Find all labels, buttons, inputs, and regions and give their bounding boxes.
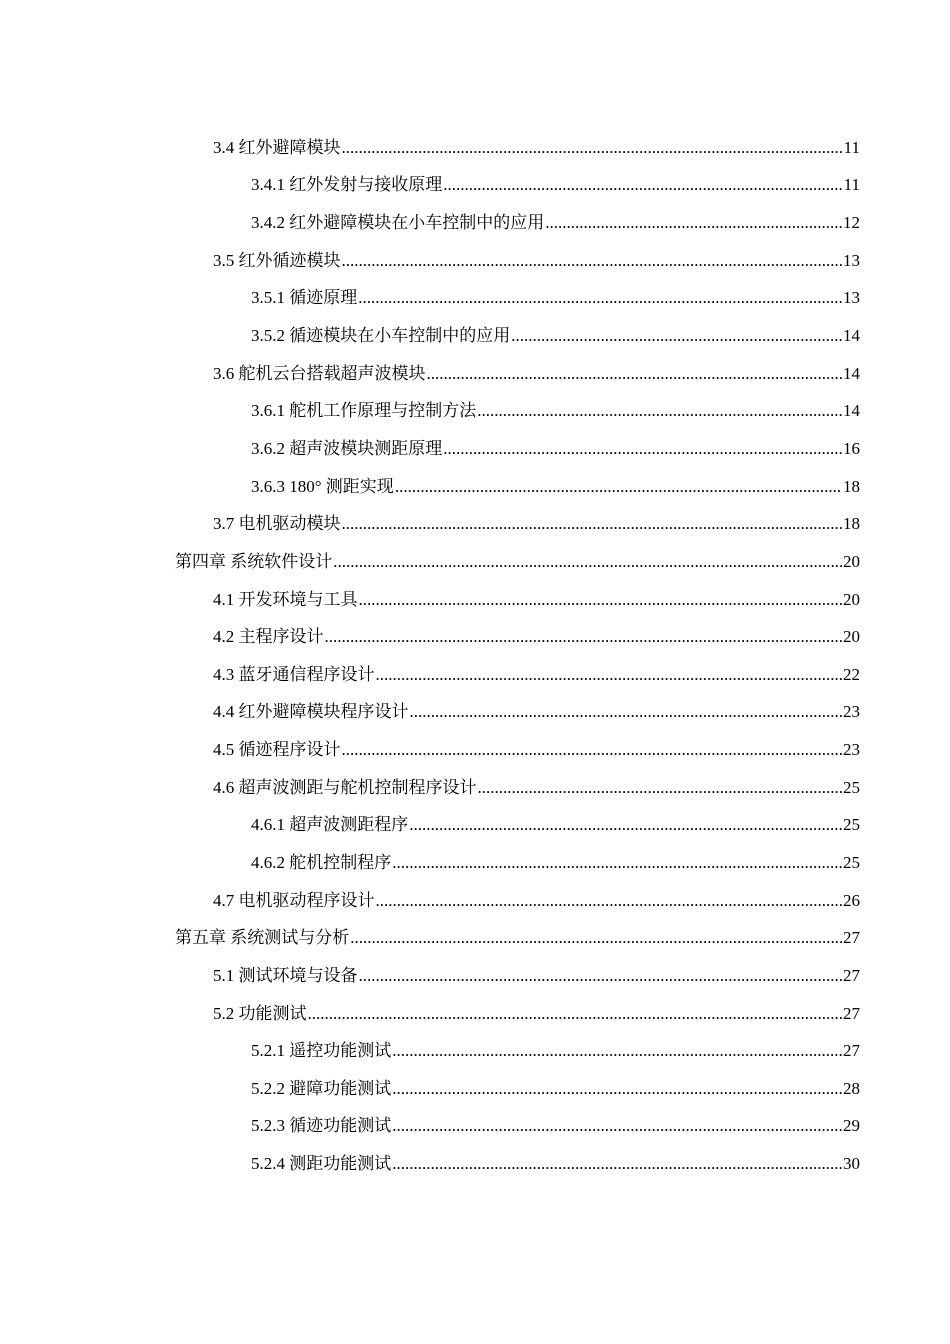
toc-page-number: 27 [843, 1003, 860, 1023]
toc-entry-title: 3.5.1 循迹原理 [251, 288, 358, 308]
toc-entry[interactable] [0, 505, 950, 543]
toc-entry-title: 3.4 红外避障模块 [213, 137, 341, 157]
toc-entry-title: 5.2.4 测距功能测试 [251, 1154, 392, 1174]
toc-leader-dots [395, 477, 842, 497]
toc-leader-dots [443, 175, 842, 195]
toc-entry-title: 3.5 红外循迹模块 [213, 250, 341, 270]
toc-page-number: 13 [843, 250, 860, 270]
toc-entry-title: 3.6.3 180° 测距实现 [251, 476, 394, 496]
toc-entry[interactable] [0, 882, 950, 920]
toc-entry[interactable] [0, 995, 950, 1033]
toc-page-number: 28 [843, 1078, 860, 1098]
toc-leader-dots [545, 213, 842, 233]
toc-entry[interactable] [0, 430, 950, 468]
toc-entry-title: 3.4.2 红外避障模块在小车控制中的应用 [251, 213, 545, 233]
toc-entry-title: 5.1 测试环境与设备 [213, 965, 358, 985]
toc-page-number: 25 [843, 852, 860, 872]
toc-entry[interactable] [0, 957, 950, 995]
toc-entry-title: 第四章 系统软件设计 [175, 551, 333, 571]
toc-leader-dots [392, 1041, 842, 1061]
toc-entry[interactable] [0, 167, 950, 205]
toc-leader-dots [342, 514, 843, 534]
toc-leader-dots [392, 1154, 842, 1174]
toc-page-number: 11 [843, 175, 860, 195]
toc-leader-dots [342, 251, 843, 271]
toc-entry-title: 4.3 蓝牙通信程序设计 [213, 664, 375, 684]
toc-entry-title: 5.2 功能测试 [213, 1003, 307, 1023]
toc-page-number: 20 [843, 551, 860, 571]
toc-entry-title: 4.6.2 舵机控制程序 [251, 852, 392, 872]
toc-entry[interactable] [0, 656, 950, 694]
toc-page-number: 30 [843, 1154, 860, 1174]
toc-leader-dots [325, 627, 843, 647]
toc-page-number: 27 [843, 928, 860, 948]
toc-entry[interactable] [0, 618, 950, 656]
toc-entry[interactable] [0, 129, 950, 167]
toc-entry[interactable] [0, 844, 950, 882]
toc-entry[interactable] [0, 242, 950, 280]
toc-leader-dots [392, 853, 842, 873]
toc-leader-dots [308, 1004, 843, 1024]
toc-entry-title: 5.2.2 避障功能测试 [251, 1078, 392, 1098]
toc-entry-chapter[interactable] [0, 543, 950, 581]
toc-leader-dots [350, 928, 842, 948]
toc-page-number: 12 [843, 213, 860, 233]
toc-page-number: 20 [843, 589, 860, 609]
toc-page-number: 14 [843, 326, 860, 346]
toc-page-number: 29 [843, 1116, 860, 1136]
toc-leader-dots [333, 552, 842, 572]
toc-page-number: 23 [843, 740, 860, 760]
toc-leader-dots [511, 326, 842, 346]
toc-entry-title: 4.1 开发环境与工具 [213, 589, 358, 609]
toc-entry[interactable] [0, 317, 950, 355]
toc-leader-dots [376, 665, 843, 685]
toc-entry-title: 3.6 舵机云台搭载超声波模块 [213, 363, 426, 383]
toc-leader-dots [392, 1116, 842, 1136]
toc-leader-dots [376, 891, 843, 911]
toc-page-number: 20 [843, 627, 860, 647]
toc-page-number: 27 [843, 965, 860, 985]
toc-page-number: 25 [843, 815, 860, 835]
toc-entry[interactable] [0, 468, 950, 506]
toc-page-number: 25 [843, 777, 860, 797]
toc-leader-dots [342, 740, 843, 760]
toc-entry[interactable] [0, 1070, 950, 1108]
toc-entry-title: 3.7 电机驱动模块 [213, 514, 341, 534]
toc-entry[interactable] [0, 1108, 950, 1146]
toc-entry[interactable] [0, 807, 950, 845]
toc-entry-title: 4.6 超声波测距与舵机控制程序设计 [213, 777, 477, 797]
toc-entry-title: 4.6.1 超声波测距程序 [251, 815, 409, 835]
toc-page-number: 27 [843, 1041, 860, 1061]
toc-entry[interactable] [0, 280, 950, 318]
toc-entry[interactable] [0, 731, 950, 769]
toc-entry-title: 4.2 主程序设计 [213, 627, 324, 647]
toc-entry[interactable] [0, 769, 950, 807]
toc-entry-title: 5.2.1 遥控功能测试 [251, 1041, 392, 1061]
toc-page-number: 18 [843, 476, 860, 496]
toc-entry-title: 3.6.2 超声波模块测距原理 [251, 438, 443, 458]
toc-entry[interactable] [0, 392, 950, 430]
toc-entry[interactable] [0, 204, 950, 242]
toc-page-number: 11 [843, 137, 860, 157]
toc-leader-dots [359, 590, 843, 610]
toc-entry-title: 5.2.3 循迹功能测试 [251, 1116, 392, 1136]
table-of-contents [0, 129, 950, 1183]
toc-leader-dots [358, 288, 842, 308]
toc-page-number: 13 [843, 288, 860, 308]
toc-entry[interactable] [0, 581, 950, 619]
toc-leader-dots [427, 364, 843, 384]
toc-entry[interactable] [0, 1145, 950, 1183]
toc-leader-dots [410, 702, 843, 722]
toc-entry[interactable] [0, 1032, 950, 1070]
toc-leader-dots [359, 966, 843, 986]
toc-entry[interactable] [0, 355, 950, 393]
toc-entry-title: 3.4.1 红外发射与接收原理 [251, 175, 443, 195]
toc-page-number: 14 [843, 363, 860, 383]
toc-leader-dots [409, 815, 842, 835]
toc-entry-chapter[interactable] [0, 919, 950, 957]
toc-page-number: 16 [843, 438, 860, 458]
toc-leader-dots [478, 778, 843, 798]
toc-leader-dots [443, 439, 842, 459]
toc-leader-dots [392, 1079, 842, 1099]
toc-entry[interactable] [0, 694, 950, 732]
toc-entry-title: 3.6.1 舵机工作原理与控制方法 [251, 401, 477, 421]
toc-entry-title: 4.4 红外避障模块程序设计 [213, 702, 409, 722]
toc-page-number: 23 [843, 702, 860, 722]
toc-entry-title: 4.7 电机驱动程序设计 [213, 890, 375, 910]
toc-leader-dots [477, 401, 842, 421]
toc-leader-dots [342, 138, 843, 158]
toc-page-number: 26 [843, 890, 860, 910]
toc-page-number: 18 [843, 514, 860, 534]
toc-entry-title: 第五章 系统测试与分析 [175, 928, 350, 948]
toc-entry-title: 3.5.2 循迹模块在小车控制中的应用 [251, 326, 511, 346]
toc-page-number: 14 [843, 401, 860, 421]
toc-page-number: 22 [843, 664, 860, 684]
toc-entry-title: 4.5 循迹程序设计 [213, 740, 341, 760]
